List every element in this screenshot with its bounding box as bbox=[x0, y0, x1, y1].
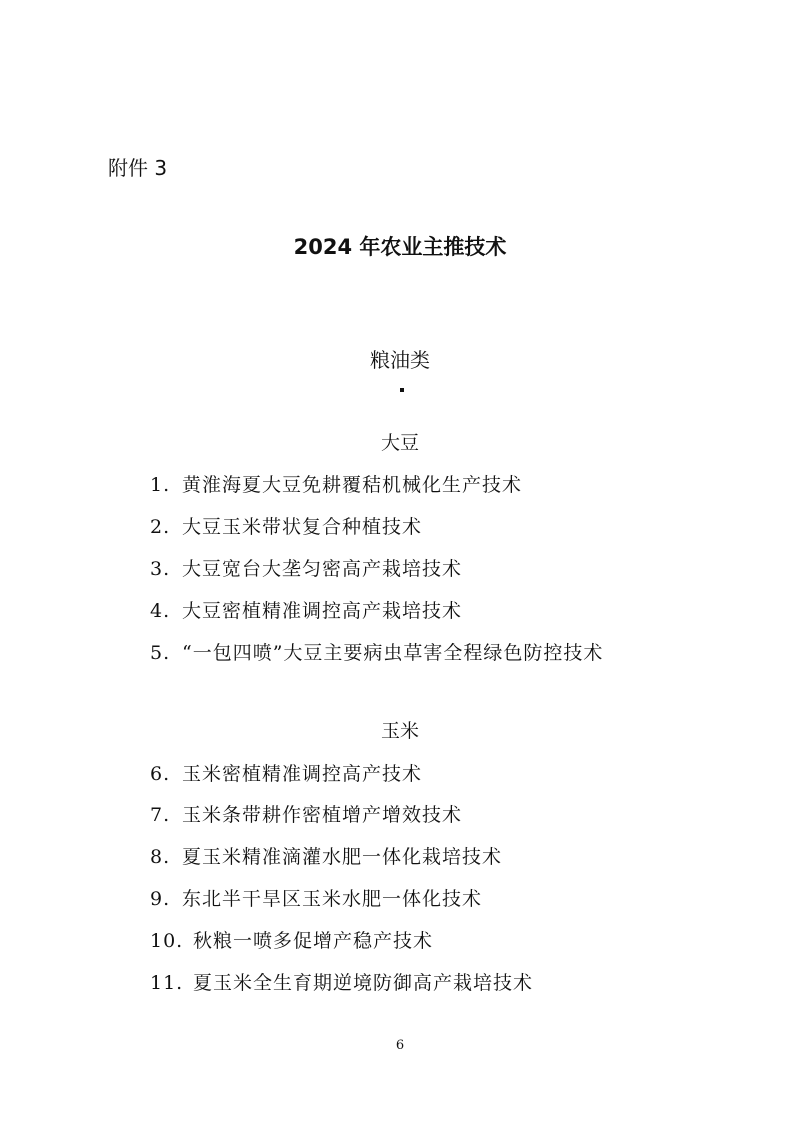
item-text: 玉米密植精准调控高产技术 bbox=[182, 763, 423, 785]
list-item bbox=[150, 926, 433, 953]
list-item bbox=[150, 968, 533, 995]
page-number: 6 bbox=[395, 1038, 405, 1053]
item-text: “一包四喷”大豆主要病虫草害全程绿色防控技术 bbox=[182, 642, 604, 664]
item-text: 夏玉米全生育期逆境防御高产栽培技术 bbox=[193, 972, 534, 994]
list-item bbox=[150, 759, 422, 786]
attachment-label: 附件 3 bbox=[108, 156, 168, 180]
list-item bbox=[150, 800, 462, 827]
item-number: 9. bbox=[150, 888, 171, 910]
item-text: 玉米条带耕作密植增产增效技术 bbox=[182, 804, 463, 826]
list-item bbox=[150, 470, 522, 497]
item-number: 5. bbox=[150, 642, 171, 664]
section-heading-corn: 玉米 bbox=[380, 720, 419, 742]
document-title: 2024 年农业主推技术 bbox=[293, 235, 507, 259]
item-number: 2. bbox=[150, 516, 171, 538]
section-heading-soybean: 大豆 bbox=[380, 432, 419, 454]
item-text: 秋粮一喷多促增产稳产技术 bbox=[193, 930, 434, 952]
item-number: 4. bbox=[150, 600, 171, 622]
item-text: 大豆密植精准调控高产栽培技术 bbox=[182, 600, 463, 622]
list-item bbox=[150, 512, 422, 539]
item-number: 8. bbox=[150, 846, 171, 868]
item-text: 大豆宽台大垄匀密高产栽培技术 bbox=[182, 558, 463, 580]
item-number: 7. bbox=[150, 804, 171, 826]
item-text: 黄淮海夏大豆免耕覆秸机械化生产技术 bbox=[182, 474, 523, 496]
list-item bbox=[150, 638, 603, 665]
item-number: 3. bbox=[150, 558, 171, 580]
item-number: 6. bbox=[150, 763, 171, 785]
item-number: 1. bbox=[150, 474, 171, 496]
item-number: 10. bbox=[150, 930, 184, 952]
list-item bbox=[150, 554, 462, 581]
item-text: 夏玉米精准滴灌水肥一体化栽培技术 bbox=[182, 846, 503, 868]
item-number: 11. bbox=[150, 972, 184, 994]
list-item bbox=[150, 596, 462, 623]
bullet-dot bbox=[400, 388, 404, 392]
item-text: 大豆玉米带状复合种植技术 bbox=[182, 516, 423, 538]
category-heading: 粮油类 bbox=[370, 348, 430, 372]
list-item bbox=[150, 842, 502, 869]
item-text: 东北半干旱区玉米水肥一体化技术 bbox=[182, 888, 483, 910]
list-item bbox=[150, 884, 482, 911]
